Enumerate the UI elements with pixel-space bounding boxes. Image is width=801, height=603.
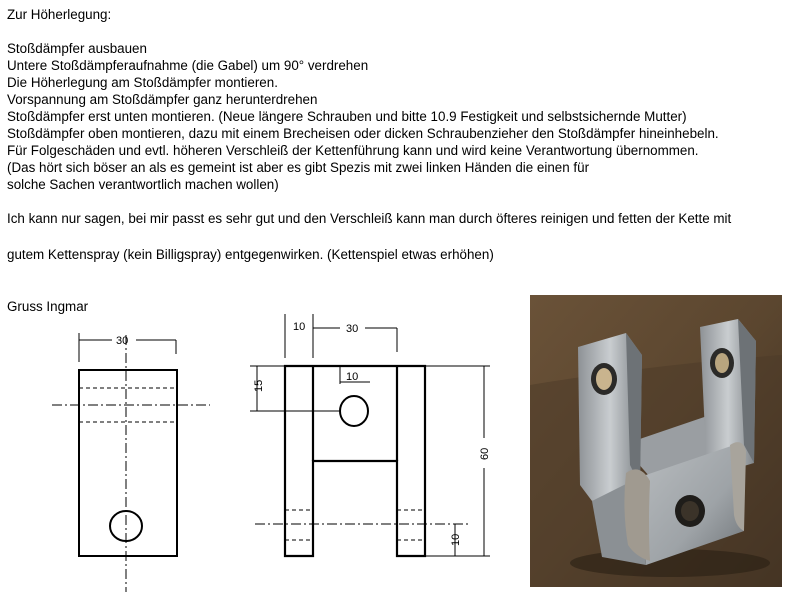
dimension-leg-width: 10	[293, 321, 306, 333]
step-4: Vorspannung am Stoßdämpfer ganz herunterdrehen	[7, 92, 318, 107]
dimension-bottom-hole: 10	[450, 533, 462, 546]
paragraph-2: gutem Kettenspray (kein Billigspray) entgegenwirken. (Kettenspiel etwas erhöhen)	[7, 247, 494, 262]
signature: Gruss Ingmar	[7, 299, 89, 314]
part-photo	[530, 295, 782, 587]
step-7: Für Folgeschäden und evtl. höheren Verschleiß der Kettenführung kann und wird keine Verantwortung übernommen.	[7, 143, 699, 158]
side-view-drawing	[52, 333, 210, 592]
dimension-side-width: 30	[116, 335, 129, 347]
step-5: Stoßdämpfer erst unten montieren. (Neue längere Schrauben und bitte 10.9 Festigkeit und selbstsichernde Mutter)	[7, 109, 687, 124]
dimension-hole-offset-y: 15	[253, 379, 265, 392]
front-view-drawing	[250, 314, 490, 556]
dimension-hole-offset-x: 10	[346, 371, 359, 383]
page-title: Zur Höherlegung:	[7, 7, 112, 22]
paragraph-1: Ich kann nur sagen, bei mir passt es sehr gut und den Verschleiß kann man durch öfteres reinigen und fetten der Kette mit	[7, 211, 732, 226]
step-3: Die Höherlegung am Stoßdämpfer montieren.	[7, 75, 278, 90]
step-1: Stoßdämpfer ausbauen	[7, 41, 147, 56]
step-9: solche Sachen verantwortlich machen wollen)	[7, 177, 279, 192]
dimension-height: 60	[479, 447, 491, 460]
dimension-inner-width: 30	[346, 323, 359, 335]
step-2: Untere Stoßdämpferaufnahme (die Gabel) um 90° verdrehen	[7, 58, 369, 73]
step-6: Stoßdämpfer oben montieren, dazu mit einem Brecheisen oder dicken Schraubenzieher den Stoßdämpfer hineinhebeln.	[7, 126, 719, 141]
step-8: (Das hört sich böser an als es gemeint ist aber es gibt Spezis mit zwei linken Händen die einen für	[7, 160, 590, 175]
